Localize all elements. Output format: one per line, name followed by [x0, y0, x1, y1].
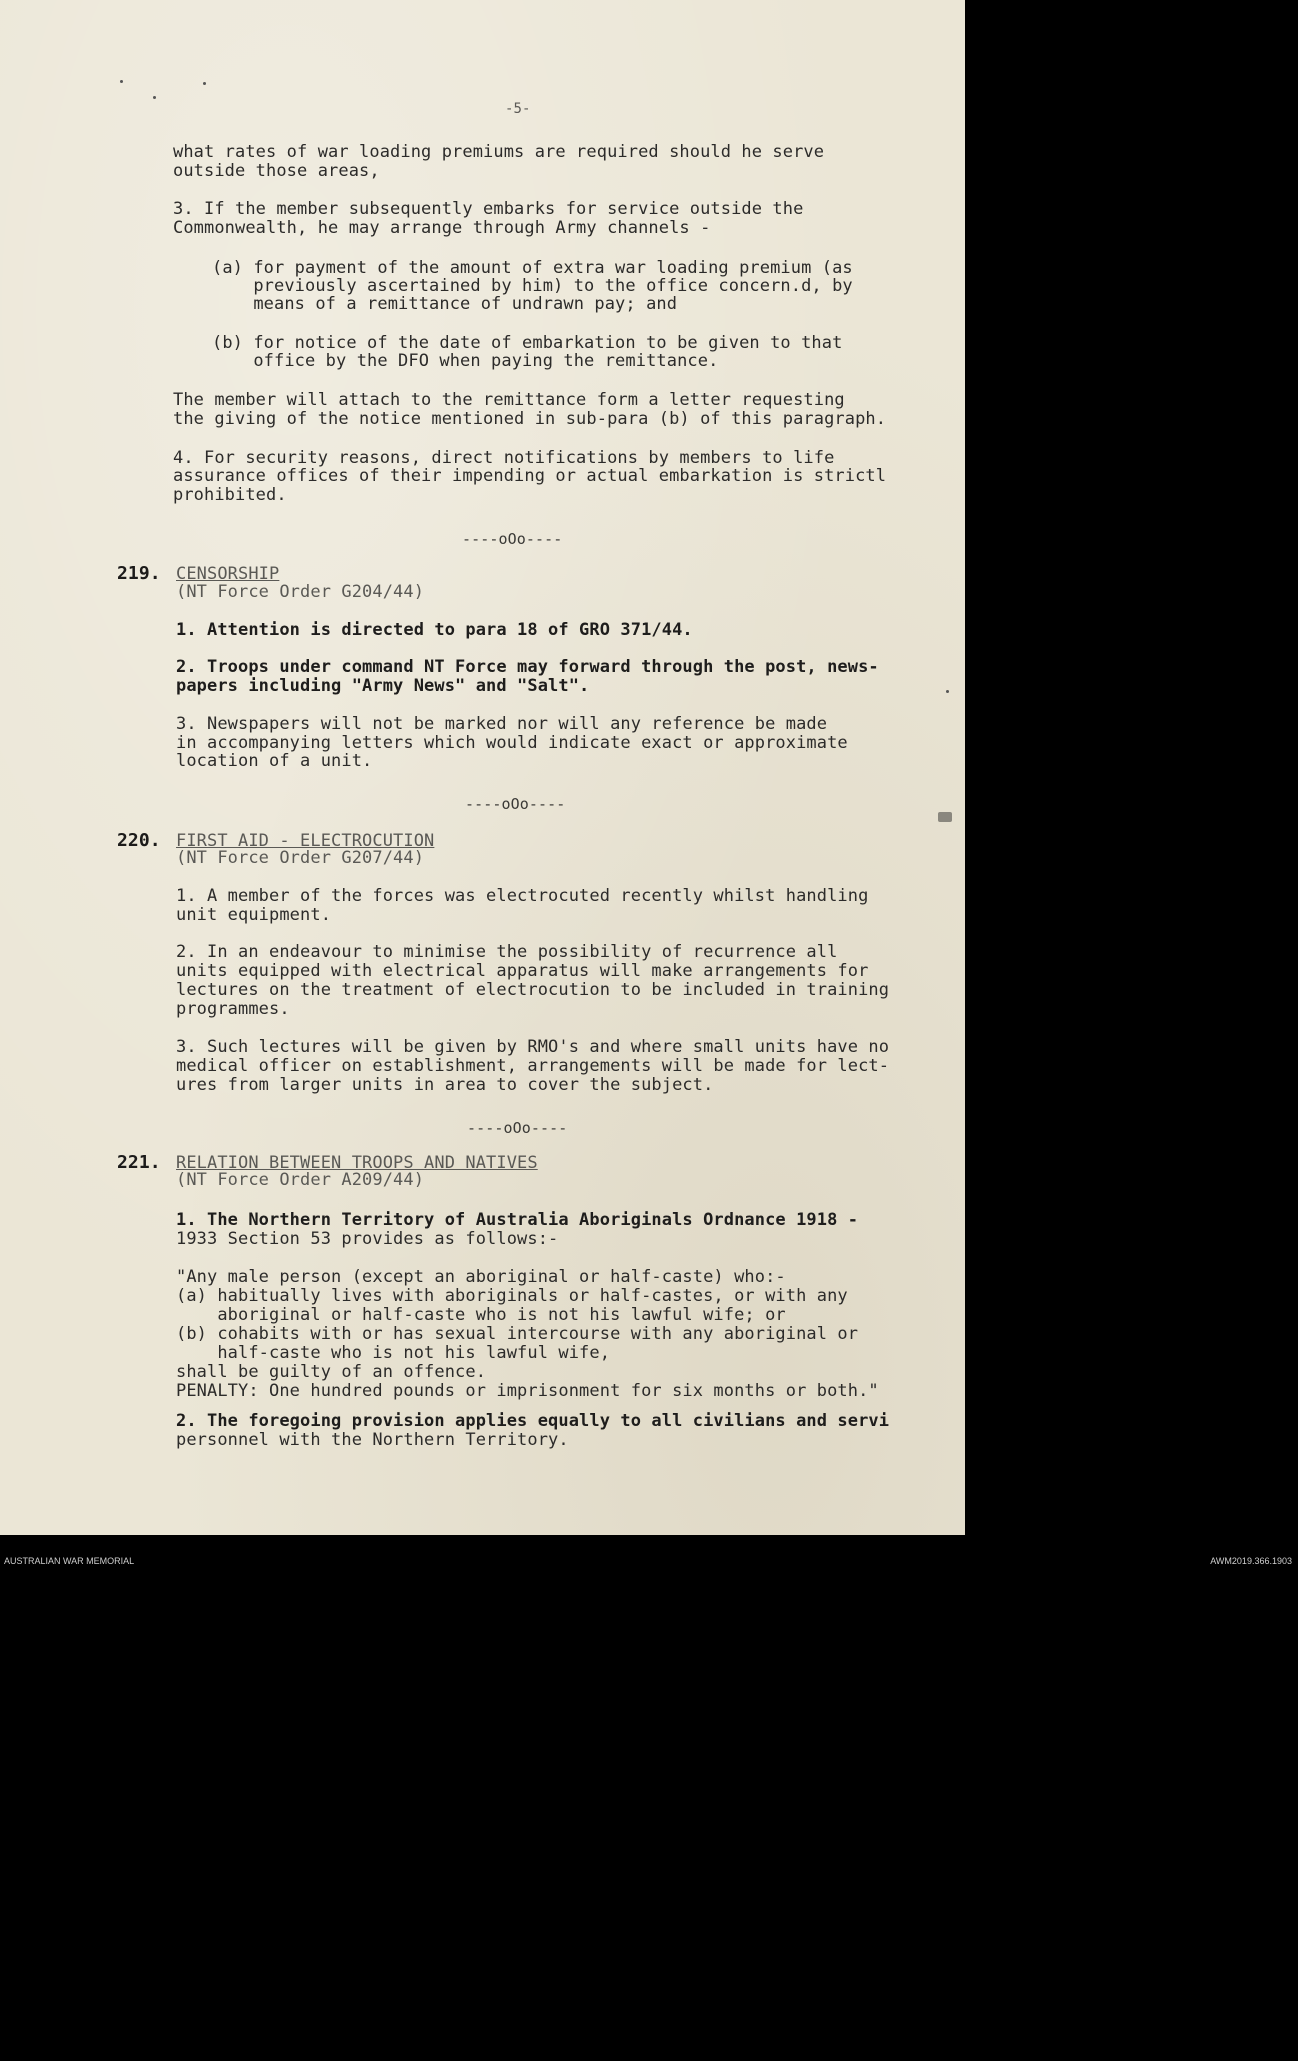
section-221-quote-line-3: aboriginal or half-caste who is not his lawful wife; or — [176, 1305, 786, 1325]
separator-2: ----oOo---- — [465, 795, 566, 813]
para3a-line-2: previously ascertained by him) to the office concern.d, by — [212, 276, 853, 296]
section-219-para1: 1. Attention is directed to para 18 of GRO 371/44. — [176, 620, 693, 640]
section-221-para2-line-1: 2. The foregoing provision applies equally to all civilians and servi — [176, 1411, 890, 1431]
section-220-para3-line-3: ures from larger units in area to cover the subject. — [176, 1075, 714, 1095]
footer-archive-id: AWM2019.366.1903 — [1210, 1556, 1292, 1566]
para3-line-1: 3. If the member subsequently embarks for service outside the — [173, 199, 804, 219]
section-220-para2-line-2: units equipped with electrical apparatus will make arrangements for — [176, 961, 869, 981]
section-219-title: CENSORSHIP — [176, 564, 280, 584]
para3b-line-2: office by the DFO when paying the remittance. — [212, 351, 719, 371]
section-219-para3-line-1: 3. Newspapers will not be marked nor will any reference be made — [176, 714, 828, 734]
para3a-line-1: (a) for payment of the amount of extra war loading premium (as — [212, 258, 853, 278]
section-220-para1-line-2: unit equipment. — [176, 905, 332, 925]
section-221-quote-line-2: (a) habitually lives with aboriginals or half-castes, or with any — [176, 1286, 848, 1306]
section-221-para2-line-2: personnel with the Northern Territory. — [176, 1430, 569, 1450]
section-220-para2-line-3: lectures on the treatment of electrocution to be included in training — [176, 980, 890, 1000]
para3b-line-1: (b) for notice of the date of embarkation to be given to that — [212, 333, 843, 353]
section-220-order: (NT Force Order G207/44) — [176, 848, 425, 868]
separator-3: ----oOo---- — [467, 1119, 568, 1137]
attach-line-2: the giving of the notice mentioned in sub-para (b) of this paragraph. — [173, 409, 887, 429]
section-221-quote-line-5: half-caste who is not his lawful wife, — [176, 1343, 611, 1363]
section-219-order: (NT Force Order G204/44) — [176, 582, 425, 602]
section-221-number: 221. — [117, 1152, 161, 1173]
section-220-number: 220. — [117, 830, 161, 851]
section-220-para1-line-1: 1. A member of the forces was electrocuted recently whilst handling — [176, 886, 869, 906]
section-221-para1-line-1: 1. The Northern Territory of Australia Aboriginals Ordnance 1918 - — [176, 1210, 859, 1230]
section-221-quote-line-1: "Any male person (except an aboriginal or half-caste) who:- — [176, 1267, 786, 1287]
section-220-para2-line-1: 2. In an endeavour to minimise the possibility of recurrence all — [176, 942, 838, 962]
section-220-para3-line-2: medical officer on establishment, arrangements will be made for lect- — [176, 1056, 890, 1076]
section-219-number: 219. — [117, 563, 161, 584]
section-220-para3-line-1: 3. Such lectures will be given by RMO's and where small units have no — [176, 1037, 890, 1057]
section-221-quote-line-4: (b) cohabits with or has sexual intercourse with any aboriginal or — [176, 1324, 859, 1344]
section-219-para3-line-3: location of a unit. — [176, 751, 373, 771]
continuation-line-2: outside those areas, — [173, 161, 380, 181]
section-221-title: RELATION BETWEEN TROOPS AND NATIVES — [176, 1153, 538, 1173]
para4-line-3: prohibited. — [173, 485, 287, 505]
section-221-quote-line-7: PENALTY: One hundred pounds or imprisonment for six months or both." — [176, 1381, 879, 1401]
para3a-line-3: means of a remittance of undrawn pay; and — [212, 294, 678, 314]
footer-archive-name: AUSTRALIAN WAR MEMORIAL — [4, 1556, 135, 1566]
section-220-title: FIRST AID - ELECTROCUTION — [176, 831, 435, 851]
para4-line-1: 4. For security reasons, direct notifications by members to life — [173, 448, 835, 468]
separator-1: ----oOo---- — [462, 530, 563, 548]
continuation-line-1: what rates of war loading premiums are required should he serve — [173, 142, 825, 162]
section-221-order: (NT Force Order A209/44) — [176, 1170, 425, 1190]
section-221-para1-line-2: 1933 Section 53 provides as follows:- — [176, 1229, 559, 1249]
para3-line-2: Commonwealth, he may arrange through Army channels - — [173, 218, 711, 238]
attach-line-1: The member will attach to the remittance form a letter requesting — [173, 390, 845, 410]
page-number: -5- — [505, 101, 531, 117]
section-219-para2-line-1: 2. Troops under command NT Force may forward through the post, news- — [176, 657, 879, 677]
section-219-para2-line-2: papers including "Army News" and "Salt". — [176, 676, 590, 696]
section-220-para2-line-4: programmes. — [176, 999, 290, 1019]
section-221-quote-line-6: shall be guilty of an offence. — [176, 1362, 487, 1382]
para4-line-2: assurance offices of their impending or actual embarkation is strictl — [173, 466, 887, 486]
section-219-para3-line-2: in accompanying letters which would indicate exact or approximate — [176, 733, 848, 753]
